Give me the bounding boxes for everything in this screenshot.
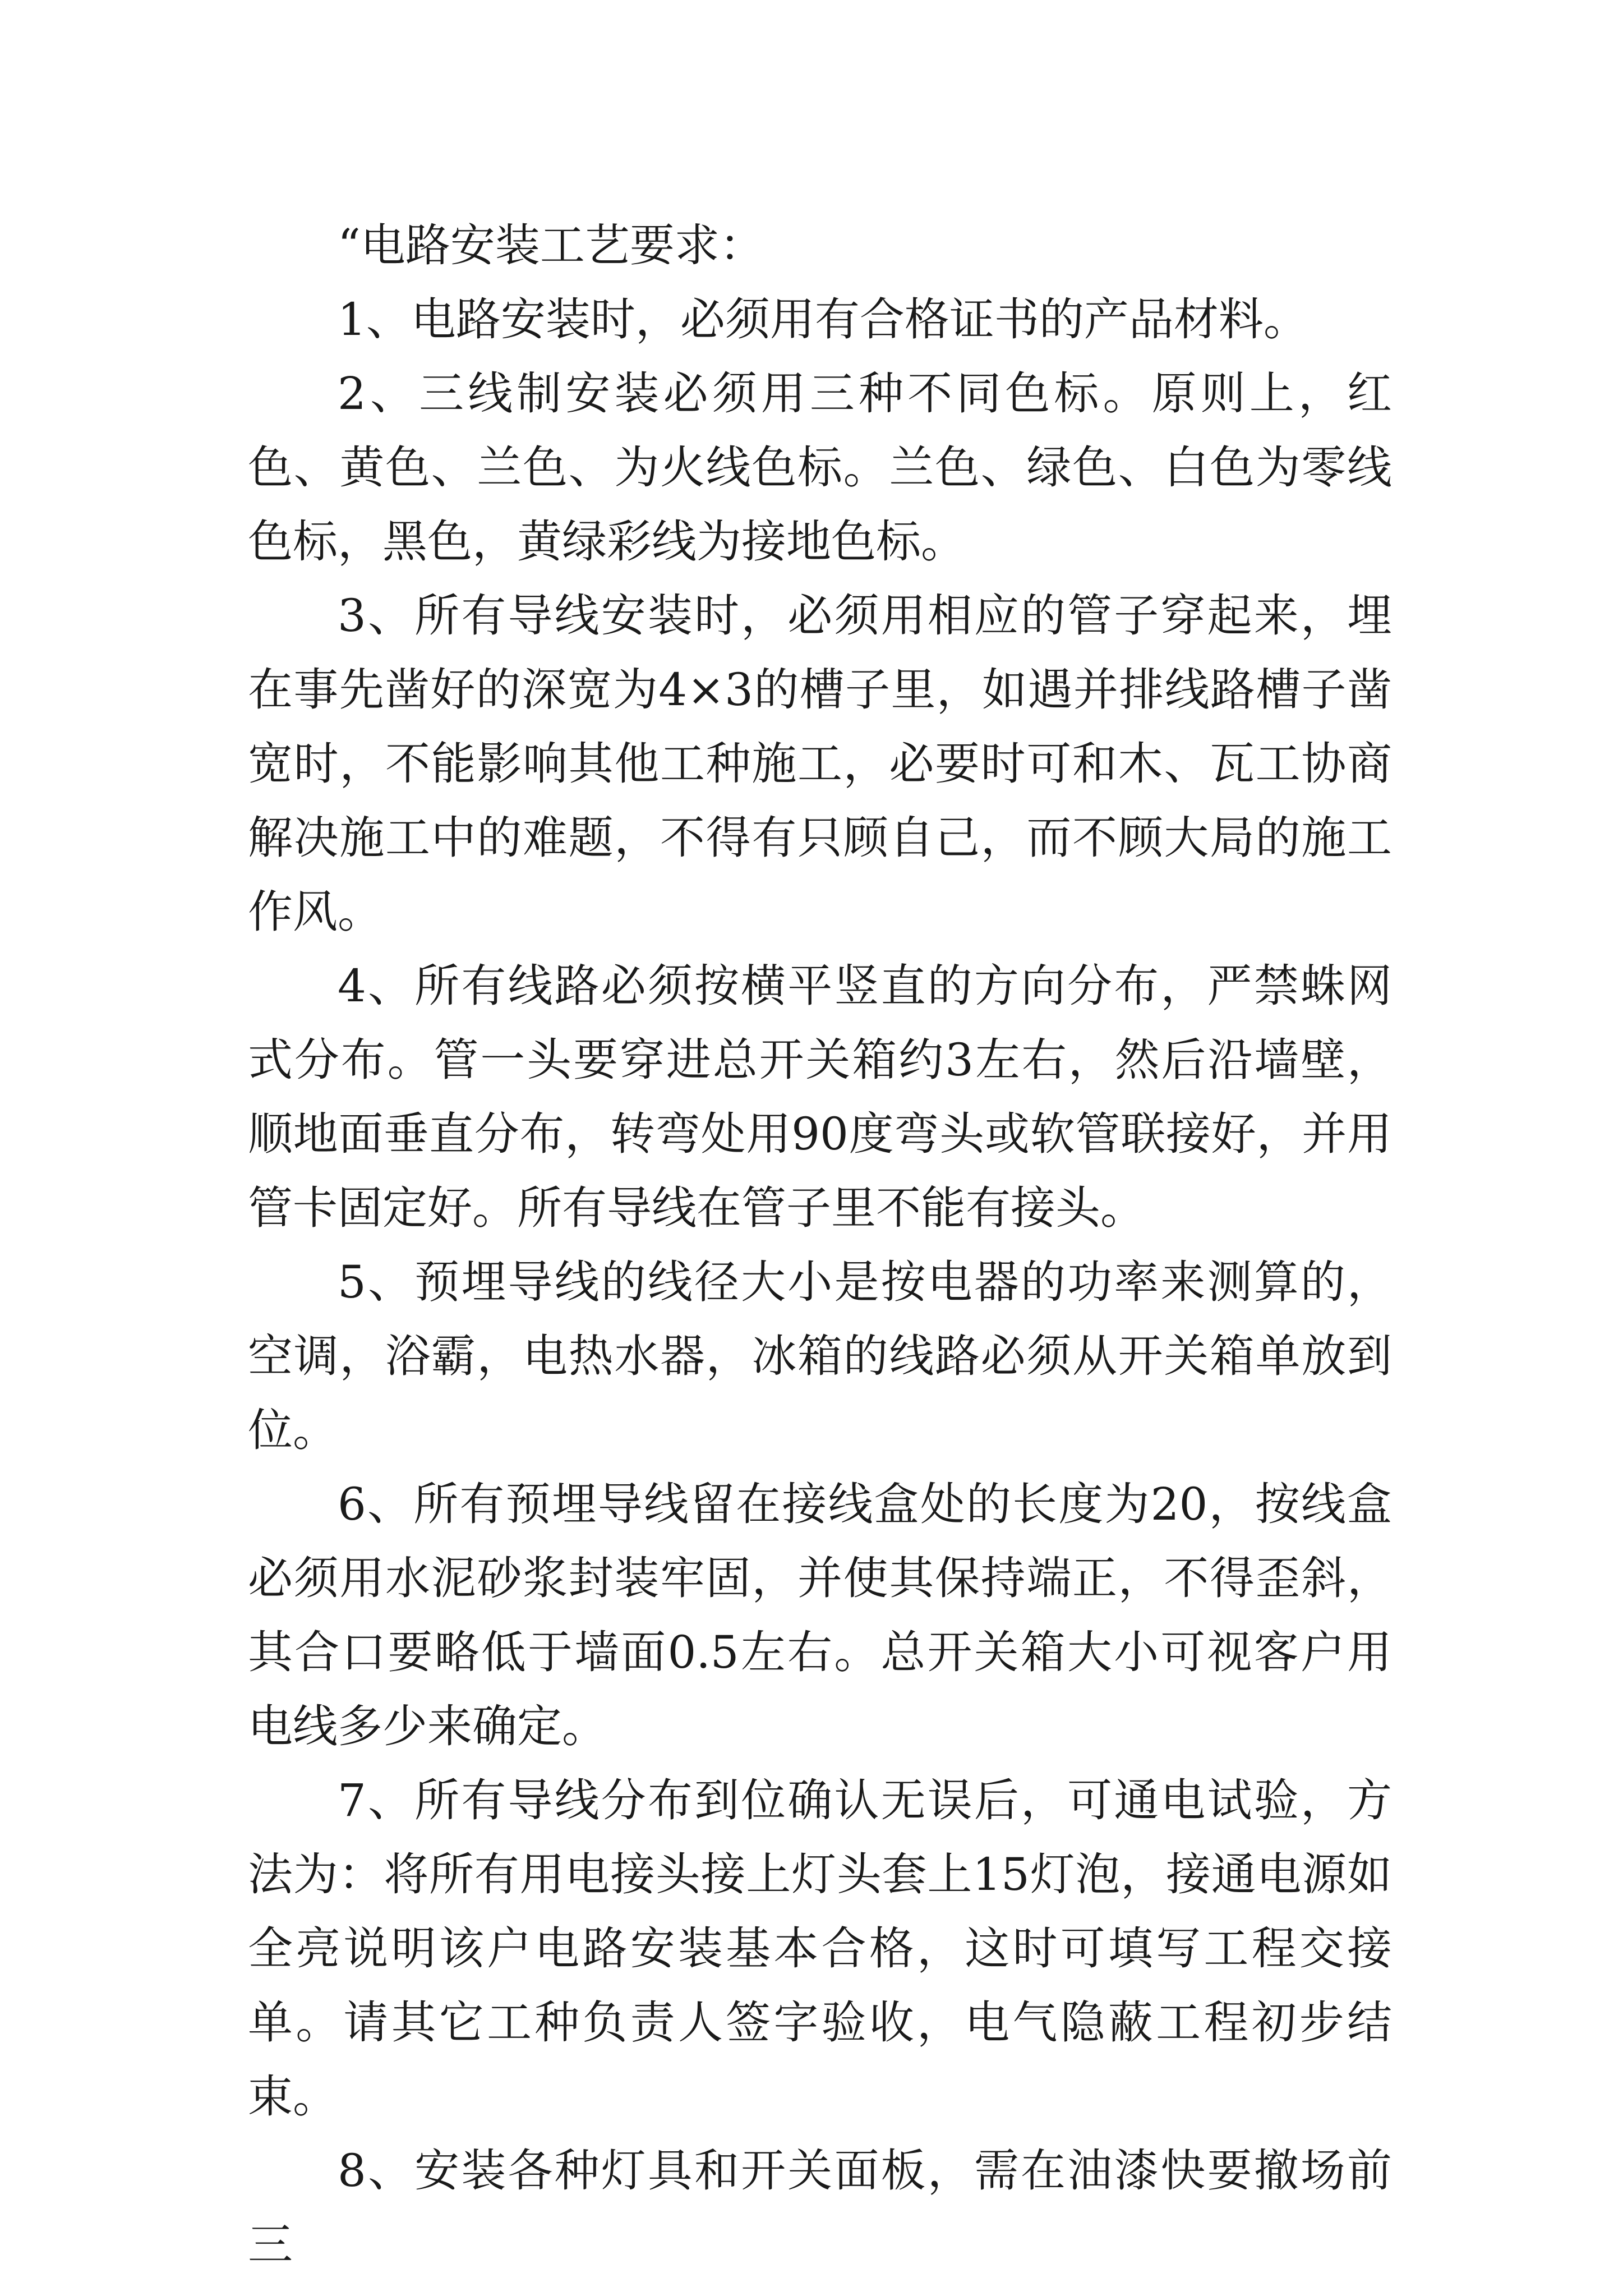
requirement-paragraph-6: 6、所有预埋导线留在接线盒处的长度为20，按线盒必须用水泥砂浆封装牢固，并使其保持端正，不得歪斜，其合口要略低于墙面0.5左右。总开关箱大小可视客户用电线多少来确定。 [248,1478,1392,1752]
requirement-paragraph-1: 1、电路安装时，必须用有合格证书的产品材料。 [338,293,1308,346]
document-heading: “电路安装工艺要求： [338,219,764,272]
requirement-paragraph-5: 5、预埋导线的线径大小是按电器的功率来测算的，空调，浴霸，电热水器，冰箱的线路必须从开关箱单放到位。 [248,1256,1392,1456]
requirement-paragraph-8: 8、安装各种灯具和开关面板，需在油漆快要撤场前三 [248,2145,1392,2271]
requirement-paragraph-4: 4、所有线路必须按横平竖直的方向分布，严禁蛛网式分布。管一头要穿进总开关箱约3左右，然后沿墙壁，顺地面垂直分布，转弯处用90度弯头或软管联接好，并用管卡固定好。所有导线在管子里不能有接头。 [248,960,1392,1234]
requirement-paragraph-7: 7、所有导线分布到位确认无误后，可通电试验，方法为：将所有用电接头接上灯头套上15灯泡，接通电源如全亮说明该户电路安装基本合格，这时可填写工程交接单。请其它工种负责人签字验收，电气隐蔽工程初步结束。 [248,1774,1392,2123]
document-body [248,209,1392,2282]
requirement-paragraph-2: 2、三线制安装必须用三种不同色标。原则上，红色、黄色、兰色、为火线色标。兰色、绿色、白色为零线色标，黑色，黄绿彩线为接地色标。 [248,367,1392,568]
requirement-paragraph-3: 3、所有导线安装时，必须用相应的管子穿起来，埋在事先凿好的深宽为4×3的槽子里，如遇并排线路槽子凿宽时，不能影响其他工种施工，必要时可和木、瓦工协商解决施工中的难题，不得有只顾自己，而不顾大局的施工作风。 [248,590,1392,938]
